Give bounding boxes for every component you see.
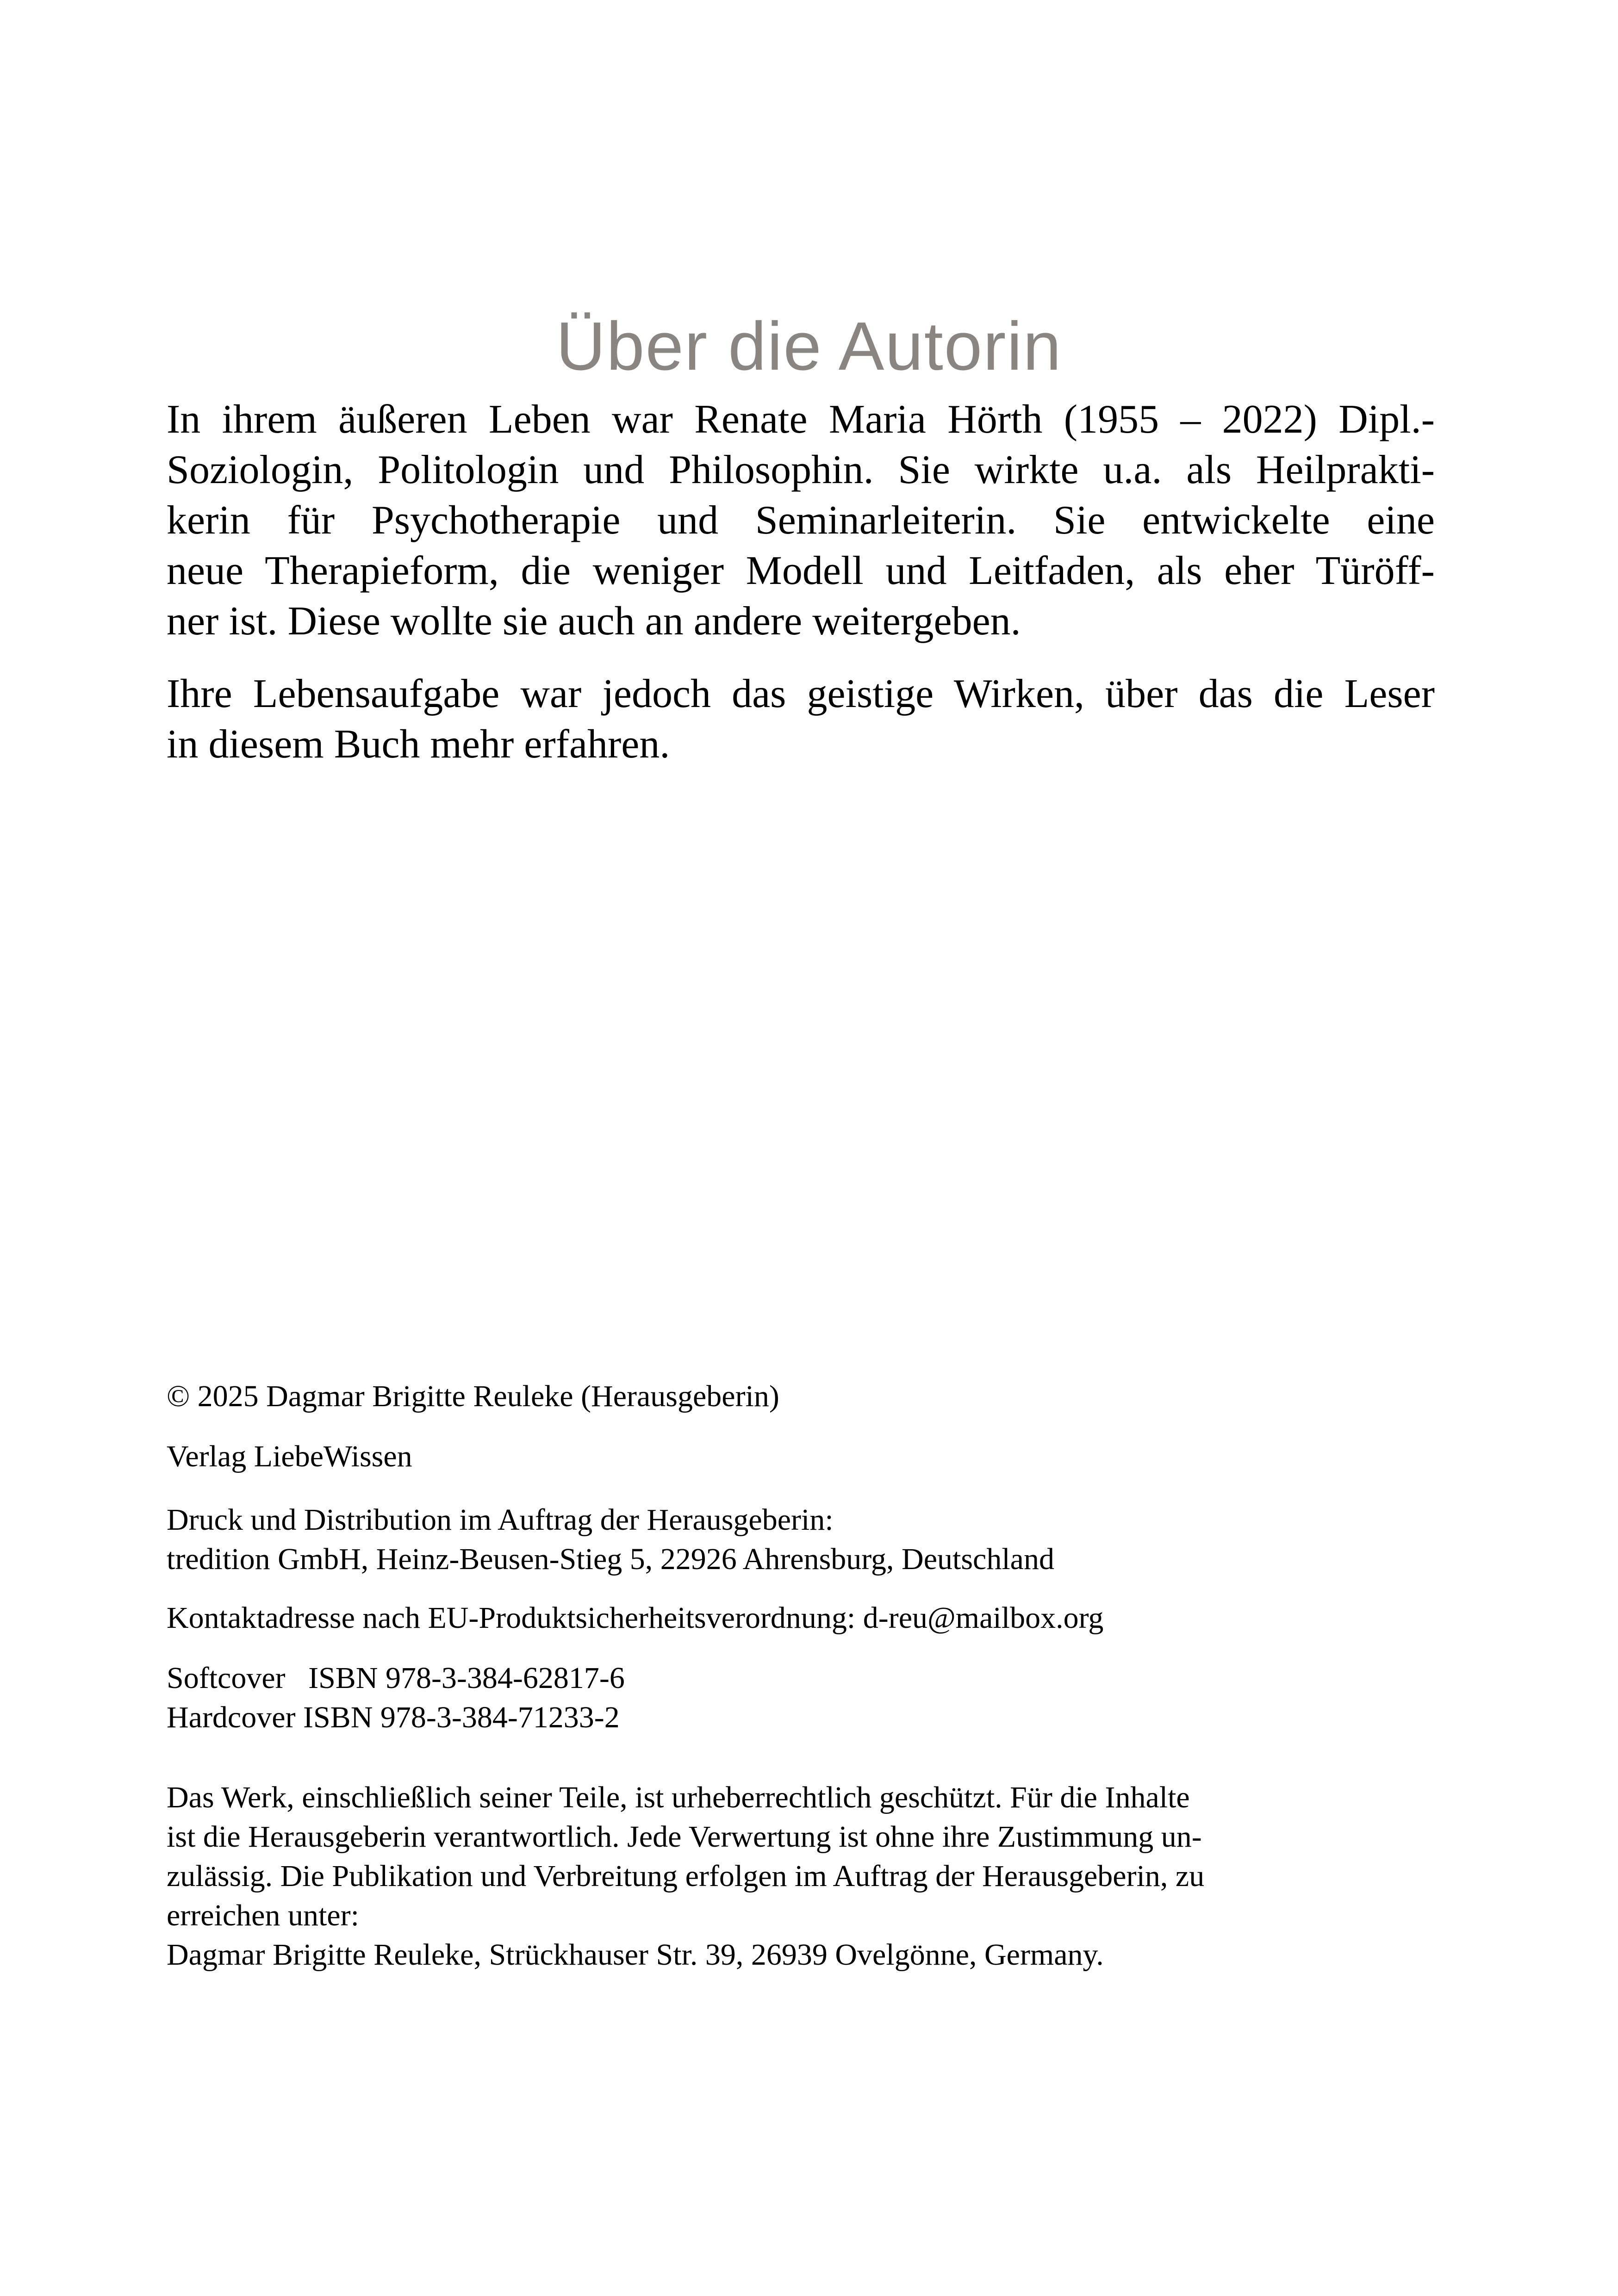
page-title: Über die Autorin: [556, 308, 1062, 385]
imprint-block: [167, 1658, 1435, 1737]
imprint-text-line: Druck und Distribution im Auftrag der Herausgeberin:: [167, 1503, 834, 1537]
imprint-text-line: Hardcover ISBN 978-3-384-71233-2: [167, 1700, 620, 1734]
about-text-line: In ihrem äußeren Leben war Renate Maria Hörth (1955 – 2022) Dipl.-: [167, 397, 1435, 442]
about-author-section: [167, 394, 1435, 769]
about-text-line: Soziologin, Politologin und Philosophin. Sie wirkte u.a. als Heilprakti-: [167, 447, 1435, 492]
about-paragraph: [167, 669, 1435, 769]
imprint-block: [167, 1437, 1435, 1476]
imprint-block: [167, 1377, 1435, 1416]
about-paragraph: [167, 394, 1435, 646]
about-text-line: Ihre Lebensaufgabe war jedoch das geistige Wirken, über das die Leser: [167, 671, 1435, 716]
about-text-line: ner ist. Diese wollte sie auch an andere weitergeben.: [167, 599, 1021, 644]
about-text-line: neue Therapieform, die weniger Modell und Leitfaden, als eher Türöff-: [167, 548, 1435, 593]
imprint-text-line: zulässig. Die Publikation und Verbreitung erfolgen im Auftrag der Herausgeberin, zu: [167, 1859, 1205, 1893]
imprint-text-line: Verlag LiebeWissen: [167, 1440, 412, 1473]
imprint-section: [167, 1377, 1435, 1974]
imprint-text-line: tredition GmbH, Heinz-Beusen-Stieg 5, 22926 Ahrensburg, Deutschland: [167, 1542, 1054, 1576]
imprint-block: [167, 1598, 1435, 1638]
imprint-block: [167, 1500, 1435, 1579]
imprint-text-line: Softcover ISBN 978-3-384-62817-6: [167, 1661, 625, 1695]
imprint-text-line: Dagmar Brigitte Reuleke, Strückhauser Str. 39, 26939 Ovelgönne, Germany.: [167, 1938, 1104, 1972]
imprint-block: [167, 1778, 1435, 1974]
imprint-text-line: erreichen unter:: [167, 1899, 359, 1932]
about-text-line: in diesem Buch mehr erfahren.: [167, 722, 670, 767]
imprint-text-line: Das Werk, einschließlich seiner Teile, ist urheberrechtlich geschützt. Für die Inhalte: [167, 1781, 1190, 1814]
imprint-text-line: ist die Herausgeberin verantwortlich. Jede Verwertung ist ohne ihre Zustimmung un-: [167, 1820, 1202, 1854]
imprint-text-line: Kontaktadresse nach EU-Produktsicherheitsverordnung: d-reu@mailbox.org: [167, 1601, 1104, 1635]
about-text-line: kerin für Psychotherapie und Seminarleiterin. Sie entwickelte eine: [167, 498, 1435, 543]
imprint-text-line: © 2025 Dagmar Brigitte Reuleke (Herausgeberin): [167, 1379, 779, 1413]
